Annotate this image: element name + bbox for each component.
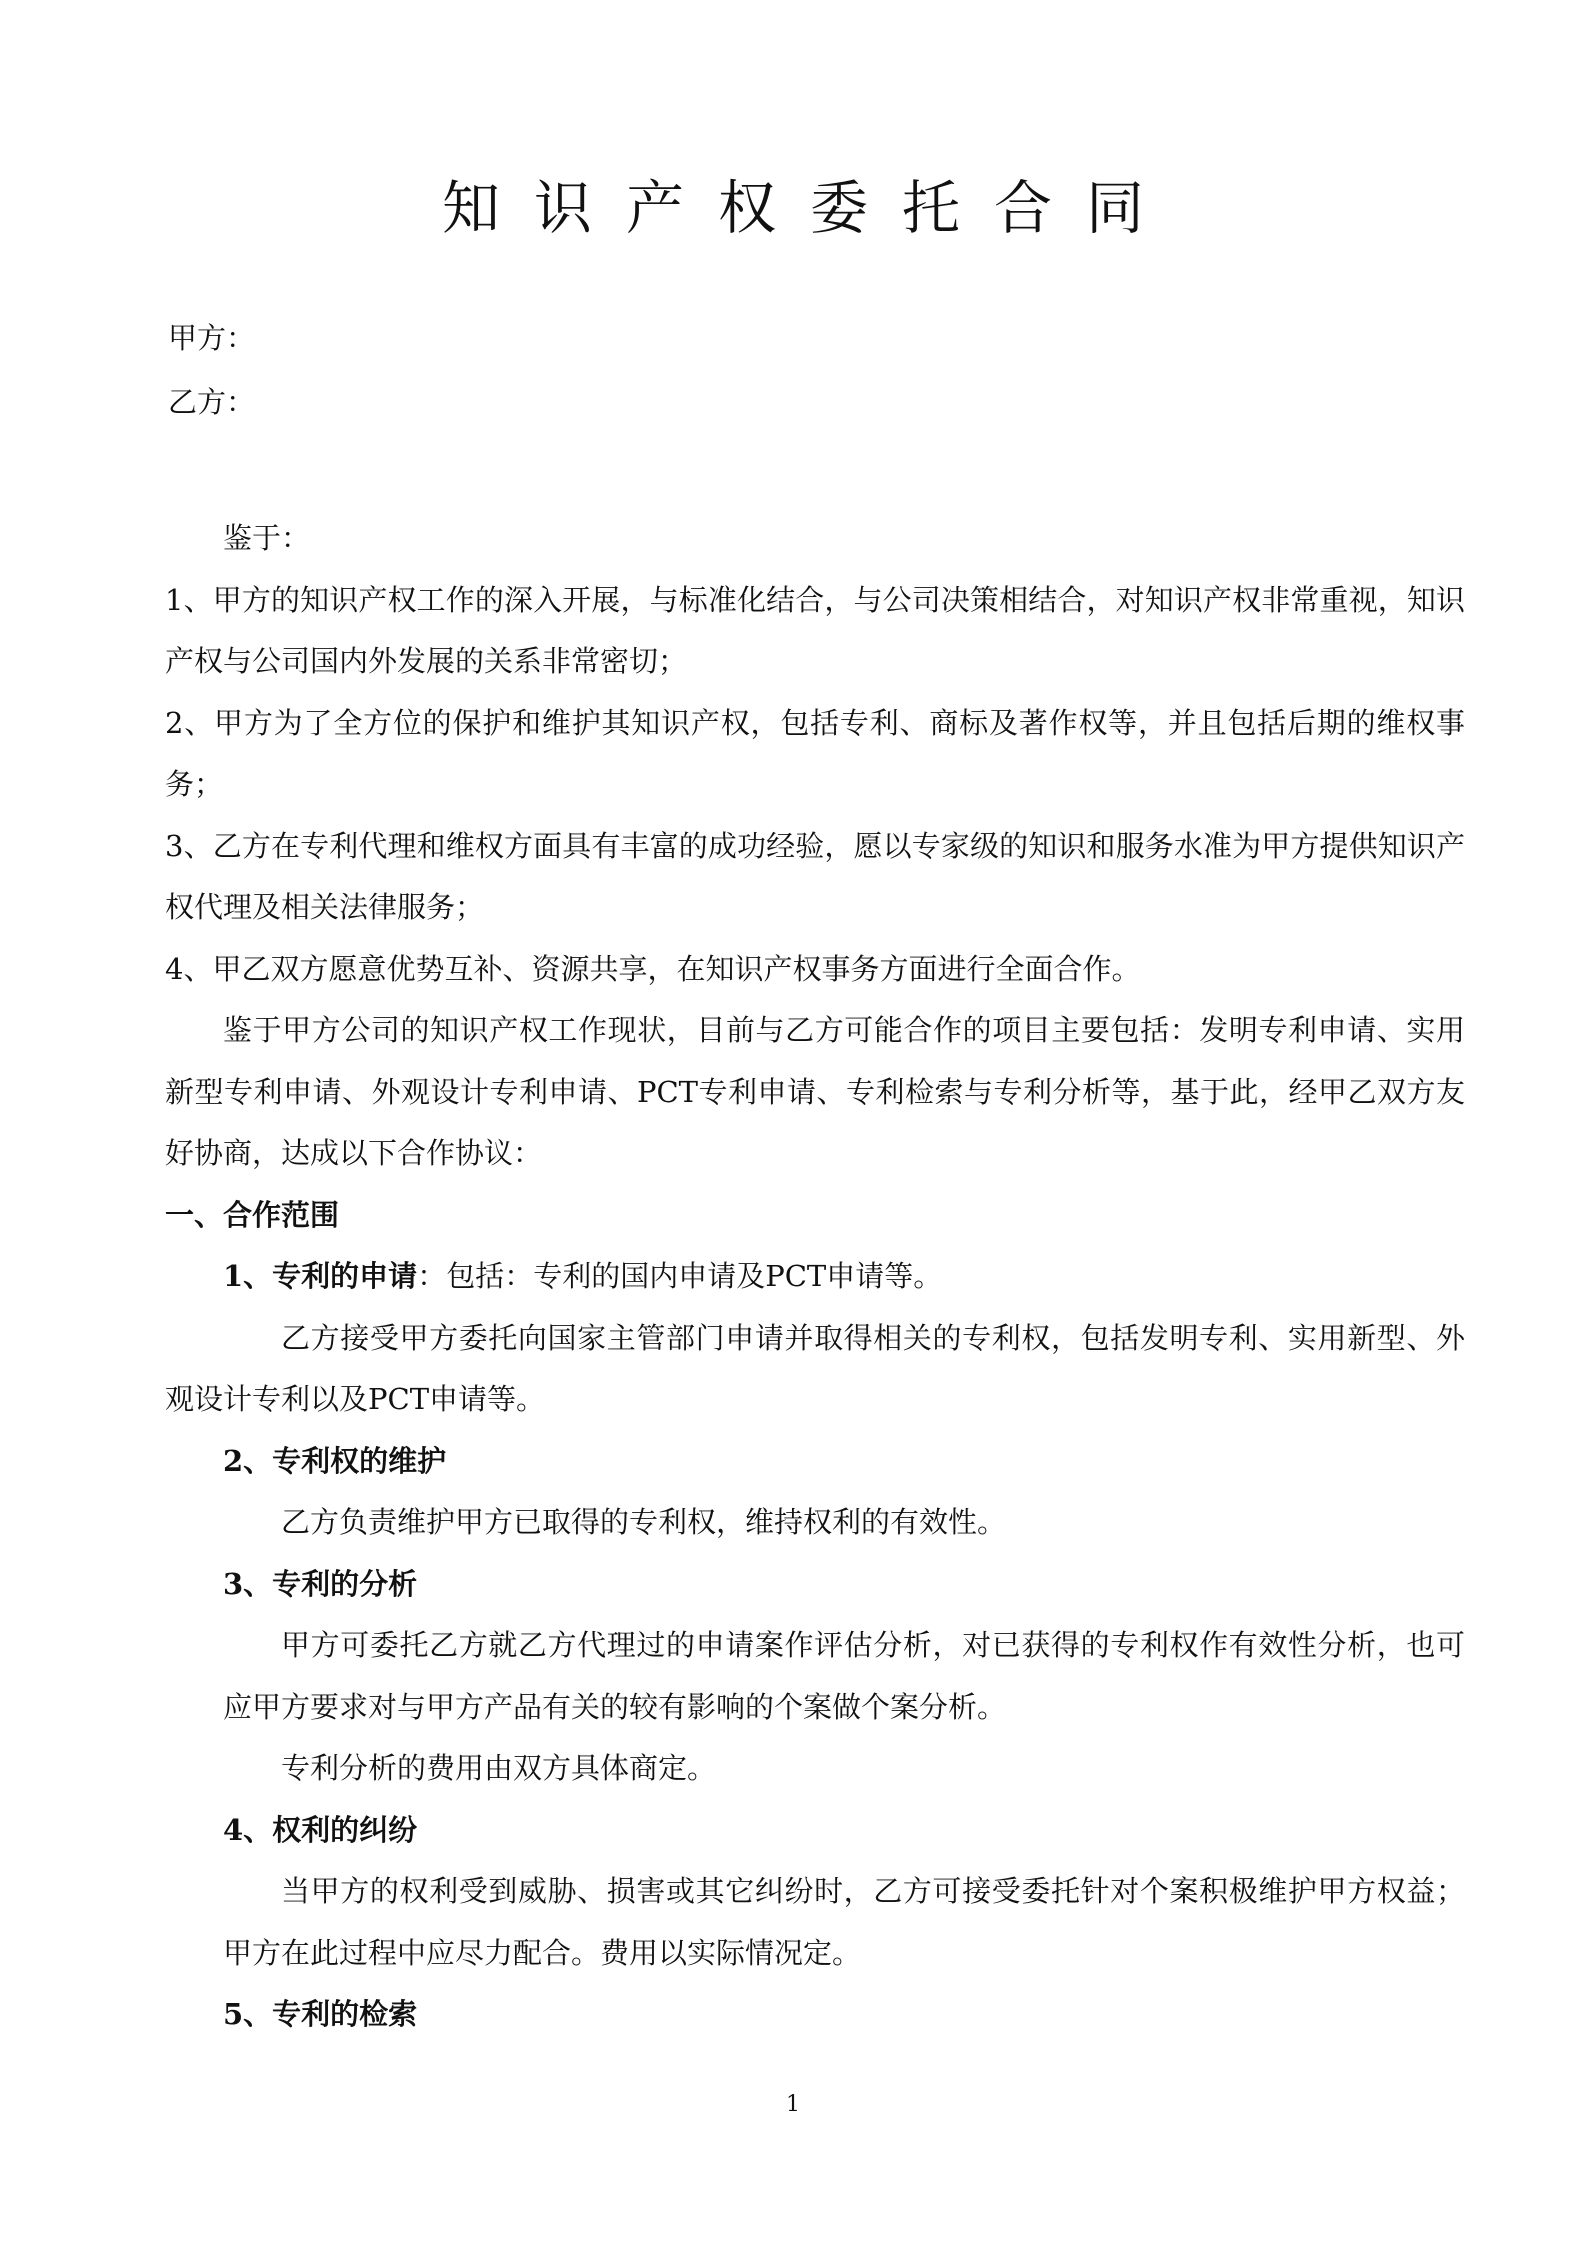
item-4-paragraph-1: 当甲方的权利受到威胁、损害或其它纠纷时，乙方可接受委托针对个案积极维护甲方权益；甲方在此过程中应尽力配合。费用以实际情况定。 <box>223 1874 1465 1970</box>
recital-2: 2、甲方为了全方位的保护和维护其知识产权，包括专利、商标及著作权等，并且包括后期的维权事务； <box>165 705 1465 801</box>
item-1-heading: 1、专利的申请 <box>223 1259 418 1293</box>
document-title: 知识产权委托合同 <box>441 174 1178 242</box>
party-a-label: 甲方： <box>168 321 256 355</box>
item-1-heading-suffix: ：包括：专利的国内申请及PCT申请等。 <box>417 1259 943 1293</box>
item-4-heading: 4、权利的纠纷 <box>223 1812 418 1847</box>
recital-4: 4、甲乙双方愿意优势互补、资源共享，在知识产权事务方面进行全面合作。 <box>165 951 1141 986</box>
item-1-line <box>165 1246 1465 1308</box>
recital-3: 3、乙方在专利代理和维权方面具有丰富的成功经验，愿以专家级的知识和服务水准为甲方提供知识产权代理及相关法律服务； <box>165 828 1465 924</box>
item-5-heading: 5、专利的检索 <box>223 1997 418 2031</box>
whereas-label: 鉴于： <box>223 521 311 555</box>
party-b-label: 乙方： <box>168 385 256 419</box>
item-2-heading: 2、专利权的维护 <box>223 1443 447 1478</box>
intro-paragraph: 鉴于甲方公司的知识产权工作现状，目前与乙方可能合作的项目主要包括：发明专利申请、实用新型专利申请、外观设计专利申请、PCT专利申请、专利检索与专利分析等，基于此，经甲乙双方友好协商，达成以下合作协议： <box>165 1013 1465 1170</box>
contract-body <box>165 508 1465 2046</box>
item-3-paragraph-1: 甲方可委托乙方就乙方代理过的申请案作评估分析，对已获得的专利权作有效性分析，也可应甲方要求对与甲方产品有关的较有影响的个案做个案分析。 <box>223 1628 1465 1724</box>
item-3-paragraph-2: 专利分析的费用由双方具体商定。 <box>281 1751 717 1785</box>
item-2-paragraph-1: 乙方负责维护甲方已取得的专利权，维持权利的有效性。 <box>281 1505 1007 1539</box>
item-3-heading: 3、专利的分析 <box>223 1566 418 1601</box>
recital-1: 1、甲方的知识产权工作的深入开展，与标准化结合，与公司决策相结合，对知识产权非常重视，知识产权与公司国内外发展的关系非常密切； <box>165 582 1465 678</box>
section-heading-cooperation-scope: 一、合作范围 <box>165 1197 340 1232</box>
item-1-paragraph-1: 乙方接受甲方委托向国家主管部门申请并取得相关的专利权，包括发明专利、实用新型、外观设计专利以及PCT申请等。 <box>165 1320 1465 1416</box>
page-number: 1 <box>786 2092 800 2117</box>
